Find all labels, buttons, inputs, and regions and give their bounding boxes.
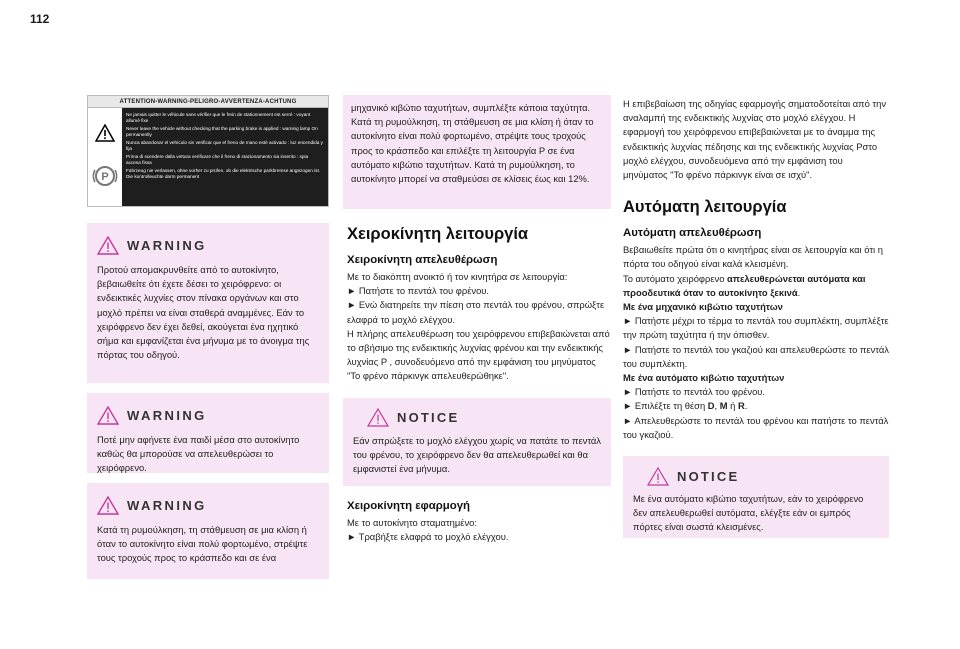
warning-continued-text: μηχανικό κιβώτιο ταχυτήτων, συμπλέξτε κάποια ταχύτητα. Κατά τη ρυμούλκηση, τη στάθμευση σε μια κλίση ή όταν το αυτοκίνητο είναι πολύ φορτωμένο, στρέψτε τους τροχούς προς το κράσπεδο και επιλέξτε τη λειτουργία P σε ένα αυτόματο κιβώτιο ταχυτήτων. Κατά τη ρυμούλκηση, το αυτοκίνητο μπορεί να σταθμεύσει σε κλίσεις έως και 12%. bbox=[343, 95, 611, 209]
notice-triangle-icon bbox=[367, 408, 389, 427]
subsection-title: Χειροκίνητη απελευθέρωση bbox=[347, 254, 498, 266]
notice-triangle-icon bbox=[647, 467, 669, 486]
bold-text: απελευθερώνεται αυτόματα και προοδευτικά όταν το αυτοκίνητο ξεκινά bbox=[623, 272, 866, 298]
bold-text: D bbox=[707, 400, 715, 412]
text-run: ► Επιλέξτε τη θέση bbox=[623, 400, 708, 412]
warning-triangle-icon bbox=[97, 236, 119, 255]
sticker-line: Nunca abandonar el vehículo sin verificar que el freno de mano esté activado : luz encendida y fija bbox=[126, 139, 323, 151]
subsection-title: Χειροκίνητη εφαρμογή bbox=[347, 500, 471, 513]
section-title: Αυτόματη λειτουργία bbox=[623, 198, 787, 217]
paragraph: ► Ενώ διατηρείτε την πίεση στο πεντάλ του φρένου, σπρώξτε ελαφρά το μοχλό ελέγχου. bbox=[347, 299, 605, 325]
parking-brake-icon bbox=[91, 162, 119, 190]
warning-text: Προτού απομακρυνθείτε από το αυτοκίνητο, βεβαιωθείτε ότι έχετε δέσει το χειρόφρενο: οι ενδεικτικές λυχνίες στον πίνακα οργάνων και στο μοχλό πρέπει να είναι σταθερά αναμμένες. Εάν το χειρόφρενο δεν έχει δεθεί, ακούγεται ένα ηχητικό σήμα και εμφανίζεται ένα μήνυμα με το άνοιγμα της πόρτας του οδηγού. bbox=[97, 264, 310, 361]
text-run: Το αυτόματο χειρόφρενο bbox=[623, 272, 728, 284]
warning-box bbox=[87, 483, 329, 579]
warning-box bbox=[87, 393, 329, 473]
paragraph: Βεβαιωθείτε πρώτα ότι ο κινητήρας είναι σε λειτουργία και ότι η πόρτα του οδηγού είναι καλά κλεισμένη. bbox=[623, 244, 883, 270]
sticker-header: ATTENTION-WARNING-PELIGRO-AVVERTENZA-ACHTUNG bbox=[88, 96, 328, 108]
paragraph: ► Απελευθερώστε το πεντάλ του φρένου και πατήστε το πεντάλ του γκαζιού. bbox=[623, 414, 889, 440]
warning-triangle-icon bbox=[97, 406, 119, 425]
column-left bbox=[87, 95, 329, 579]
paragraph: Η πλήρης απελευθέρωση του χειρόφρενου επιβεβαιώνεται από το σβήσιμο της ενδεικτικής λυχνίας φρένου και την ενδεικτικής λυχνίας P , συνοδευόμενο από την εμφάνιση του μηνύματος "Το φρένο πάρκινγκ απελευθερώθηκε". bbox=[347, 327, 610, 382]
section-title: Χειροκίνητη λειτουργία bbox=[347, 225, 529, 243]
warning-text: Κατά τη ρυμούλκηση, τη στάθμευση σε μια κλίση ή όταν το αυτοκίνητο είναι πολύ φορτωμένο, στρέψτε τους τροχούς προς το κράσπεδο και σε ένα bbox=[97, 524, 308, 564]
bold-heading: Με ένα αυτόματο κιβώτιο ταχυτήτων bbox=[623, 372, 785, 384]
text-run: , bbox=[714, 400, 720, 412]
paragraph: ► Πατήστε το πεντάλ του φρένου. bbox=[623, 386, 766, 398]
warning-box bbox=[87, 223, 329, 383]
paragraph: ► Πατήστε μέχρι το τέρμα το πεντάλ του συμπλέκτη, συμπλέξτε την πρώτη ταχύτητα ή την όπισθεν. bbox=[623, 315, 889, 341]
paragraph bbox=[623, 399, 889, 413]
notice-text: Με ένα αυτόματο κιβώτιο ταχυτήτων, εάν το χειρόφρενο δεν απελευθερωθεί αυτόματα, ελέγξτε εάν οι εμπρός πόρτες είναι σωστά κλεισμένες. bbox=[633, 493, 864, 533]
sticker-line: Prima di scendere dalla vettura verificare che il freno di stazionamento sia inserito : spia accesa fissa bbox=[126, 153, 309, 165]
warning-triangle-icon bbox=[97, 496, 119, 515]
warning-title: WARNING bbox=[127, 497, 207, 513]
notice-title: NOTICE bbox=[397, 410, 460, 426]
paragraph: ► Πατήστε το πεντάλ του φρένου. bbox=[347, 285, 490, 297]
svg-text:P: P bbox=[101, 171, 109, 183]
column-middle bbox=[343, 95, 611, 545]
paragraph: ► Πατήστε το πεντάλ του γκαζιού και απελευθερώστε το πεντάλ του συμπλέκτη. bbox=[623, 343, 889, 369]
page-number: 112 bbox=[30, 12, 50, 26]
sticker-line: Never leave the vehicle without checking that the parking brake is applied : warning lamp On permanently bbox=[126, 125, 318, 137]
notice-title: NOTICE bbox=[677, 468, 740, 484]
column-right bbox=[623, 95, 889, 538]
sticker-line: Fahrzeug nie verlassen, ohne vorher zu prüfen, ob die elektrische parkbremse angezogen ist. Die kontrolleuchte darm permanent bbox=[126, 167, 321, 179]
text-run: . bbox=[744, 400, 748, 412]
paragraph: Με το διακόπτη ανοικτό ή τον κινητήρα σε λειτουργία: bbox=[347, 271, 568, 282]
notice-box bbox=[623, 456, 889, 538]
sticker-text-block bbox=[122, 108, 328, 206]
warning-sticker-image bbox=[87, 95, 329, 207]
warning-title: WARNING bbox=[127, 407, 207, 423]
bold-text: R bbox=[738, 400, 745, 412]
warning-title: WARNING bbox=[127, 237, 207, 253]
warning-text: Ποτέ μην αφήνετε ένα παιδί μέσα στο αυτοκίνητο καθώς θα μπορούσε να απελευθερώσει το χειρόφρενο. bbox=[97, 434, 300, 474]
bold-text: M bbox=[719, 400, 728, 412]
subsection-title: Αυτόματη απελευθέρωση bbox=[623, 227, 762, 240]
text-run: ή bbox=[727, 400, 739, 412]
notice-text: Εάν σπρώξετε το μοχλό ελέγχου χωρίς να πατάτε το πεντάλ του φρένου, το χειρόφρενο δεν θα απελευθερωθεί και θα εμφανιστεί ένα μήνυμα. bbox=[353, 434, 601, 475]
text-run: . bbox=[797, 286, 801, 298]
bold-heading: Με ένα μηχανικό κιβώτιο ταχυτήτων bbox=[623, 301, 783, 313]
paragraph: Η επιβεβαίωση της οδηγίας εφαρμογής σηματοδοτείται από την αναλαμπή της ενδεικτικής λυχνίας στο μοχλό ελέγχου. Η εφαρμογή του χειρόφρενου επιβεβαιώνεται με το άναμμα της ενδεικτικής λυχνίας πέδησης και της ενδεικτικής λυχνίας Pστο μοχλό ελέγχου, συνοδευόμενα από την εμφάνιση του μηνύματος "Το φρένο πάρκινγκ είναι σε ισχύ". bbox=[623, 98, 887, 181]
paragraph: ► Τραβήξτε ελαφρά το μοχλό ελέγχου. bbox=[347, 531, 509, 543]
warning-triangle-icon bbox=[95, 124, 115, 142]
paragraph bbox=[623, 272, 889, 300]
sticker-line: Ne jamais quitter le véhicule sans vérifier que le frein de stationnement est serré : voyant allumé fixe bbox=[126, 112, 311, 123]
notice-box bbox=[343, 398, 611, 487]
paragraph: Με το αυτοκίνητο σταματημένο: bbox=[347, 517, 477, 529]
